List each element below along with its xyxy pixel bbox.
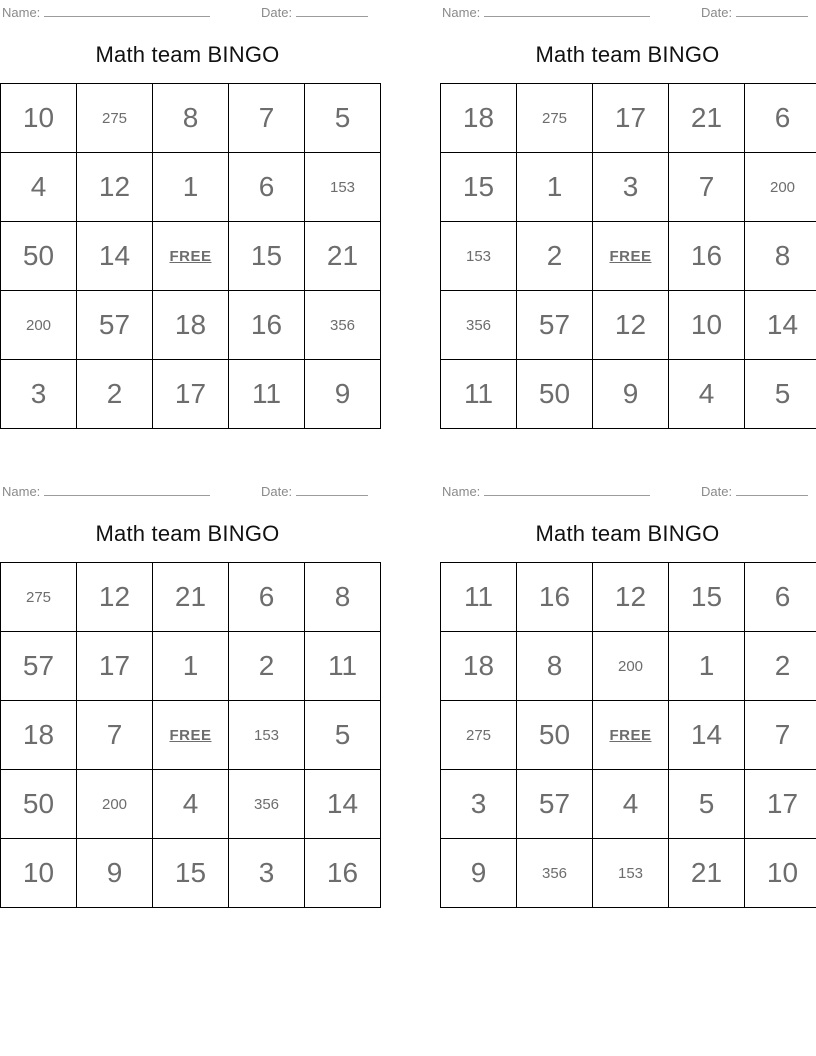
bingo-cell: 6 — [229, 153, 305, 222]
bingo-cell: 8 — [153, 84, 229, 153]
bingo-cell: 14 — [745, 291, 816, 360]
name-label: Name: — [442, 484, 481, 499]
bingo-cell: 10 — [745, 839, 816, 908]
bingo-cell: 21 — [669, 839, 745, 908]
bingo-cell: 16 — [305, 839, 381, 908]
bingo-cell: 17 — [153, 360, 229, 429]
bingo-row — [1, 291, 381, 360]
free-cell: FREE — [593, 701, 669, 770]
name-blank-line — [484, 483, 650, 496]
bingo-cell: 11 — [441, 563, 517, 632]
bingo-cell: 153 — [441, 222, 517, 291]
bingo-row — [1, 84, 381, 153]
bingo-cell: 18 — [153, 291, 229, 360]
bingo-cell: 6 — [745, 563, 816, 632]
bingo-row — [1, 222, 381, 291]
bingo-cell: 9 — [441, 839, 517, 908]
bingo-cell: 18 — [1, 701, 77, 770]
bingo-cell: 2 — [745, 632, 816, 701]
bingo-cell: 17 — [593, 84, 669, 153]
bingo-cell: 12 — [77, 563, 153, 632]
bingo-cell: 4 — [1, 153, 77, 222]
bingo-row — [1, 563, 381, 632]
bingo-cell: 9 — [593, 360, 669, 429]
bingo-cell: 50 — [1, 222, 77, 291]
bingo-row — [441, 632, 816, 701]
card-title: Math team BINGO — [535, 42, 720, 67]
bingo-cell: 7 — [669, 153, 745, 222]
bingo-row — [441, 291, 816, 360]
date-field — [261, 483, 368, 499]
bingo-cell: 9 — [77, 839, 153, 908]
bingo-cell: 6 — [229, 563, 305, 632]
name-blank-line — [44, 4, 210, 17]
bingo-cell: 15 — [229, 222, 305, 291]
bingo-cell: 12 — [593, 291, 669, 360]
card-header — [440, 4, 815, 20]
bingo-cell: 57 — [77, 291, 153, 360]
free-cell: FREE — [153, 701, 229, 770]
bingo-cell: 7 — [229, 84, 305, 153]
date-field — [261, 4, 368, 20]
bingo-cell: 8 — [517, 632, 593, 701]
name-label: Name: — [442, 5, 481, 20]
date-blank-line — [296, 4, 368, 17]
bingo-cell: 16 — [517, 563, 593, 632]
bingo-cell: 17 — [745, 770, 816, 839]
bingo-row — [441, 839, 816, 908]
bingo-row — [441, 360, 816, 429]
card-header — [440, 483, 815, 499]
bingo-cell: 50 — [1, 770, 77, 839]
bingo-cell: 11 — [305, 632, 381, 701]
bingo-cell: 200 — [593, 632, 669, 701]
bingo-card-bottom-right — [440, 479, 815, 912]
bingo-grid — [0, 562, 381, 908]
bingo-cell: 275 — [441, 701, 517, 770]
bingo-cell: 356 — [517, 839, 593, 908]
bingo-cell: 153 — [305, 153, 381, 222]
bingo-cell: 1 — [517, 153, 593, 222]
card-title: Math team BINGO — [95, 42, 280, 67]
bingo-cell: 10 — [1, 839, 77, 908]
bingo-cell: 7 — [745, 701, 816, 770]
bingo-cell: 275 — [77, 84, 153, 153]
bingo-cell: 21 — [153, 563, 229, 632]
name-label: Name: — [2, 484, 41, 499]
free-cell: FREE — [153, 222, 229, 291]
bingo-cell: 356 — [441, 291, 517, 360]
bingo-cell: 3 — [441, 770, 517, 839]
bingo-cell: 356 — [229, 770, 305, 839]
bingo-cell: 5 — [305, 701, 381, 770]
bingo-cell: 5 — [669, 770, 745, 839]
bingo-row — [441, 222, 816, 291]
bingo-cell: 8 — [305, 563, 381, 632]
date-label: Date: — [701, 5, 733, 20]
date-blank-line — [296, 483, 368, 496]
bingo-cell: 2 — [229, 632, 305, 701]
bingo-cell: 1 — [153, 153, 229, 222]
bingo-cell: 6 — [745, 84, 816, 153]
bingo-cell: 5 — [305, 84, 381, 153]
bingo-grid — [440, 83, 816, 429]
name-field — [442, 4, 650, 20]
bingo-cell: 3 — [229, 839, 305, 908]
bingo-cell: 2 — [77, 360, 153, 429]
bingo-row — [441, 153, 816, 222]
bingo-cell: 14 — [77, 222, 153, 291]
bingo-grid — [0, 83, 381, 429]
bingo-cell: 8 — [745, 222, 816, 291]
date-field — [701, 4, 808, 20]
bingo-cell: 5 — [745, 360, 816, 429]
bingo-row — [441, 84, 816, 153]
bingo-cell: 57 — [517, 291, 593, 360]
bingo-cell: 1 — [669, 632, 745, 701]
bingo-cell: 3 — [593, 153, 669, 222]
bingo-cell: 10 — [669, 291, 745, 360]
bingo-cell: 275 — [1, 563, 77, 632]
bingo-cell: 11 — [441, 360, 517, 429]
bingo-card-bottom-left — [0, 479, 375, 912]
date-field — [701, 483, 808, 499]
bingo-row — [441, 701, 816, 770]
name-field — [2, 4, 210, 20]
bingo-cell: 17 — [77, 632, 153, 701]
bingo-cell: 12 — [77, 153, 153, 222]
name-field — [2, 483, 210, 499]
bingo-cell: 57 — [1, 632, 77, 701]
bingo-cell: 21 — [305, 222, 381, 291]
bingo-cell: 18 — [441, 84, 517, 153]
bingo-cell: 21 — [669, 84, 745, 153]
card-title: Math team BINGO — [95, 521, 280, 546]
bingo-row — [1, 153, 381, 222]
bingo-cell: 50 — [517, 701, 593, 770]
bingo-cell: 200 — [1, 291, 77, 360]
bingo-cell: 12 — [593, 563, 669, 632]
bingo-row — [441, 563, 816, 632]
bingo-row — [1, 632, 381, 701]
bingo-cell: 4 — [153, 770, 229, 839]
bingo-cell: 153 — [229, 701, 305, 770]
bingo-cell: 7 — [77, 701, 153, 770]
date-blank-line — [736, 4, 808, 17]
name-label: Name: — [2, 5, 41, 20]
bingo-cell: 200 — [745, 153, 816, 222]
name-blank-line — [44, 483, 210, 496]
bingo-cell: 57 — [517, 770, 593, 839]
bingo-cell: 15 — [669, 563, 745, 632]
bingo-cell: 10 — [1, 84, 77, 153]
date-label: Date: — [261, 5, 293, 20]
date-label: Date: — [261, 484, 293, 499]
bingo-cell: 4 — [669, 360, 745, 429]
bingo-card-top-left — [0, 0, 375, 433]
bingo-cell: 200 — [77, 770, 153, 839]
bingo-cell: 11 — [229, 360, 305, 429]
date-label: Date: — [701, 484, 733, 499]
bingo-row — [1, 701, 381, 770]
free-cell: FREE — [593, 222, 669, 291]
bingo-row — [1, 360, 381, 429]
card-header — [0, 483, 375, 499]
bingo-cell: 14 — [305, 770, 381, 839]
bingo-grid — [440, 562, 816, 908]
bingo-cell: 1 — [153, 632, 229, 701]
name-blank-line — [484, 4, 650, 17]
bingo-cell: 50 — [517, 360, 593, 429]
card-title: Math team BINGO — [535, 521, 720, 546]
date-blank-line — [736, 483, 808, 496]
bingo-cell: 18 — [441, 632, 517, 701]
name-field — [442, 483, 650, 499]
bingo-cell: 2 — [517, 222, 593, 291]
bingo-row — [1, 770, 381, 839]
bingo-row — [441, 770, 816, 839]
bingo-cell: 14 — [669, 701, 745, 770]
bingo-cell: 356 — [305, 291, 381, 360]
bingo-cell: 16 — [229, 291, 305, 360]
bingo-card-top-right — [440, 0, 815, 433]
bingo-cell: 15 — [153, 839, 229, 908]
bingo-cell: 3 — [1, 360, 77, 429]
bingo-cell: 9 — [305, 360, 381, 429]
bingo-cell: 153 — [593, 839, 669, 908]
bingo-cell: 275 — [517, 84, 593, 153]
bingo-cell: 16 — [669, 222, 745, 291]
bingo-row — [1, 839, 381, 908]
bingo-cell: 4 — [593, 770, 669, 839]
card-header — [0, 4, 375, 20]
bingo-cell: 15 — [441, 153, 517, 222]
